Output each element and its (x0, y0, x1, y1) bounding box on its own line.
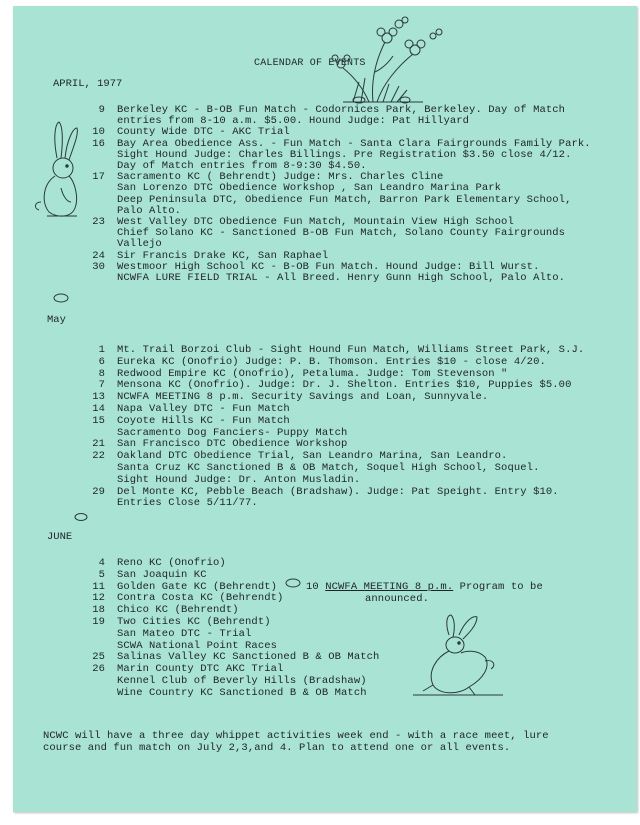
month-heading-april: APRIL, 1977 (53, 78, 123, 90)
event-text: Marin County DTC AKC Trial (117, 663, 284, 676)
event-text: Reno KC (Onofrio) (117, 557, 226, 569)
event-day: 25 (92, 651, 105, 664)
event-text: Santa Cruz KC Sanctioned B & OB Match, Soquel High School, Soquel. (117, 462, 540, 474)
event-text: Entries Close 5/11/77. (117, 497, 258, 510)
event-text: Vallejo (117, 238, 162, 251)
event-text: Oakland DTC Obedience Trial, San Leandro Marina, San Leandro. (117, 450, 508, 463)
event-text: Wine Country KC Sanctioned B & OB Match (117, 686, 367, 699)
footer-line-2: course and fun match on July 2,3,and 4. Plan to attend one or all events. (43, 742, 511, 754)
event-text: Sight Hound Judge: Charles Billings. Pre Registration $3.50 close 4/12. (117, 148, 572, 161)
event-text: SCWA National Point Races (117, 639, 278, 652)
event-text: San Lorenzo DTC Obedience Workshop , San Leandro Marina Park (117, 182, 502, 195)
event-text: San Joaquin KC (117, 568, 207, 581)
event-day: 30 (92, 260, 105, 273)
event-text: Golden Gate KC (Behrendt) (117, 580, 278, 593)
event-text: West Valley DTC Obedience Fun Match, Mountain View High School (117, 216, 514, 228)
bunny-illustration-icon (403, 611, 503, 701)
event-text: Bay Area Obedience Ass. - Fun Match - Santa Clara Fairgrounds Family Park. (117, 137, 591, 150)
month-heading-june: JUNE (47, 531, 73, 543)
event-day: 5 (98, 568, 105, 581)
egg-decoration-icon (53, 293, 73, 303)
event-day: 16 (92, 137, 105, 150)
event-text: Two Cities KC (Behrendt) (117, 616, 271, 628)
event-day: 7 (98, 379, 105, 392)
event-day: 8 (98, 367, 105, 380)
event-day: 12 (92, 592, 105, 605)
event-day: 19 (92, 616, 105, 628)
event-day: 4 (98, 557, 105, 569)
event-text: Mensona KC (Onofrio). Judge: Dr. J. Shelton. Entries $10, Puppies $5.00 (117, 379, 572, 392)
calendar-page (13, 6, 637, 812)
bunny-illustration-icon (27, 118, 87, 228)
event-text: Napa Valley DTC - Fun Match (117, 403, 290, 415)
event-text: Deep Peninsula DTC, Obedience Fun Match, Barron Park Elementary School, (117, 193, 572, 206)
june-meeting-note (306, 581, 543, 593)
flower-illustration-icon (313, 12, 453, 112)
june-meeting-text: Program to be (453, 581, 543, 593)
event-day: 11 (92, 580, 105, 593)
event-text: Del Monte KC, Pebble Beach (Bradshaw). Judge: Pat Speight. Entry $10. (117, 485, 559, 498)
egg-decoration-icon (285, 578, 305, 588)
month-heading-may: May (47, 314, 66, 326)
event-text: Chico KC (Behrendt) (117, 604, 239, 617)
event-text: Palo Alto. (117, 204, 182, 217)
event-text: Mt. Trail Borzoi Club - Sight Hound Fun Match, Williams Street Park, S.J. (117, 344, 585, 356)
event-text: Kennel Club of Beverly Hills (Bradshaw) (117, 675, 367, 687)
page-title: CALENDAR OF EVENTS (254, 58, 366, 69)
event-text: Eureka KC (Onofrio) Judge: P. B. Thomson. Entries $10 - close 4/20. (117, 355, 546, 368)
event-text: Sacramento KC ( Behrendt) Judge: Mrs. Charles Cline (117, 171, 444, 184)
event-day: 17 (92, 171, 105, 184)
event-text: Chief Solano KC - Sanctioned B-OB Fun Match, Solano County Fairgrounds (117, 227, 566, 240)
footer-line-1: NCWC will have a three day whippet activities week end - with a race meet, lure (43, 730, 549, 742)
event-day: 24 (92, 249, 105, 262)
event-text: Day of Match entries from 8-9:30 $4.50. (117, 160, 367, 172)
event-day: 6 (98, 355, 105, 368)
event-text: NCWFA LURE FIELD TRIAL - All Breed. Henry Gunn High School, Palo Alto. (117, 272, 566, 284)
event-text: Coyote Hills KC - Fun Match (117, 414, 290, 427)
event-day: 22 (92, 450, 105, 463)
june-meeting-title: NCWFA MEETING 8 p.m. (325, 581, 454, 593)
event-text: Sacramento Dog Fanciers- Puppy Match (117, 426, 348, 439)
event-text: Redwood Empire KC (Onofrio), Petaluma. Judge: Tom Stevenson " (117, 367, 508, 380)
june-meeting-text-line2: announced. (365, 593, 430, 605)
event-text: Sir Francis Drake KC, San Raphael (117, 249, 329, 262)
event-day: 15 (92, 414, 105, 427)
egg-decoration-icon (73, 512, 93, 522)
event-text: Sight Hound Judge: Dr. Anton Musladin. (117, 473, 361, 486)
event-text: San Mateo DTC - Trial (117, 627, 252, 640)
event-day: 21 (92, 438, 105, 451)
event-day: 10 (92, 126, 105, 139)
event-text: Berkeley KC - B-OB Fun Match - Codornices Park, Berkeley. Day of Match (117, 104, 566, 116)
event-text: Salinas Valley KC Sanctioned B & OB Match (117, 651, 380, 664)
event-text: San Francisco DTC Obedience Workshop (117, 438, 348, 451)
event-text: entries from 8-10 a.m. $5.00. Hound Judge: Pat Hillyard (117, 115, 470, 128)
event-text: Westmoor High School KC - B-OB Fun Match. Hound Judge: Bill Wurst. (117, 260, 540, 273)
june-meeting-day: 10 (306, 581, 319, 593)
event-day: 29 (92, 485, 105, 498)
event-day: 1 (98, 344, 105, 356)
event-day: 14 (92, 403, 105, 415)
event-day: 18 (92, 604, 105, 617)
event-text: Contra Costa KC (Behrendt) (117, 592, 284, 605)
event-day: 26 (92, 663, 105, 676)
event-day: 13 (92, 391, 105, 404)
event-text: County Wide DTC - AKC Trial (117, 126, 290, 139)
event-day: 9 (98, 104, 105, 116)
event-text: NCWFA MEETING 8 p.m. Security Savings and Loan, Sunnyvale. (117, 391, 489, 404)
event-day: 23 (92, 216, 105, 228)
